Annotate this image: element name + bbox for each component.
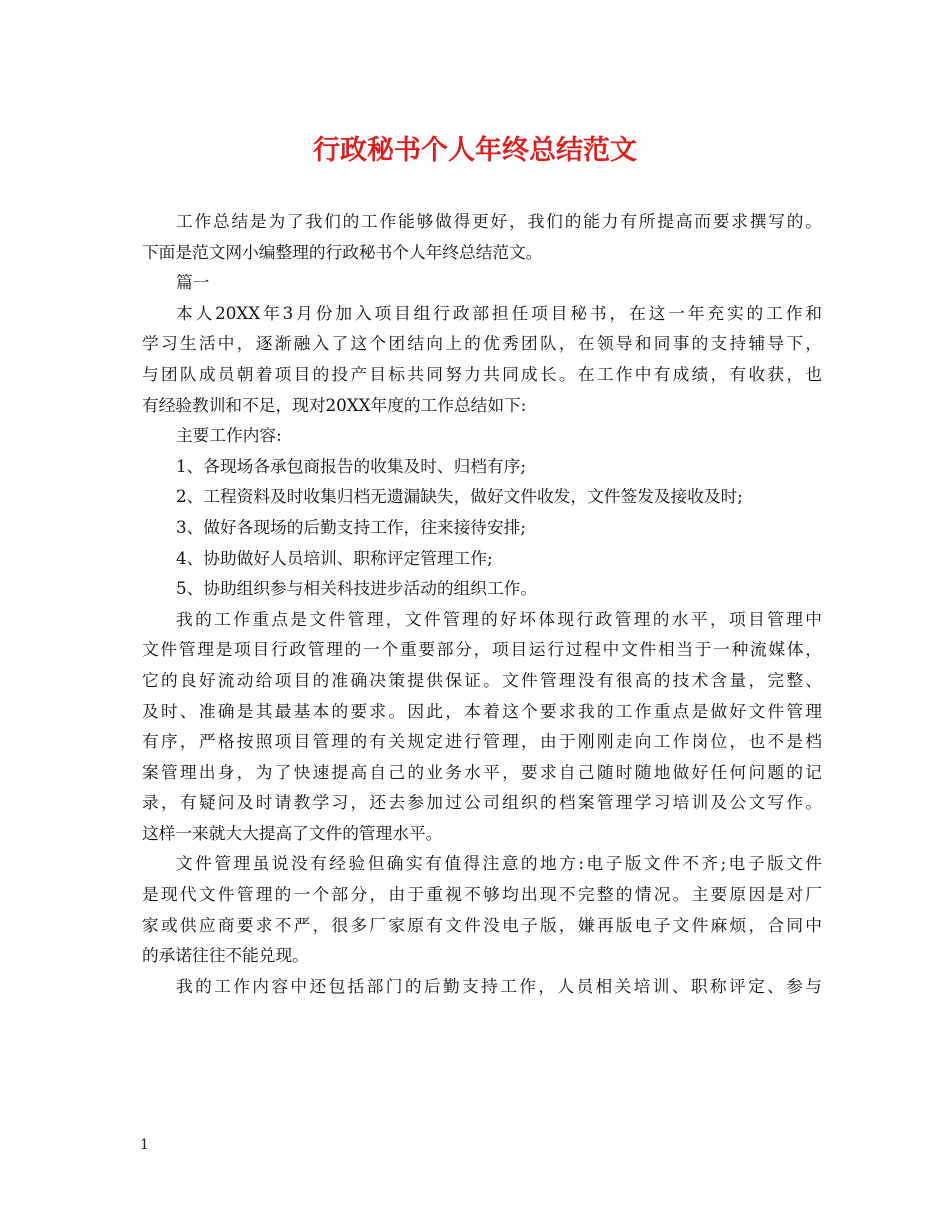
paragraph-line: 录，有疑问及时请教学习，还去参加过公司组织的档案管理学习培训及公文写作。 (142, 792, 822, 813)
page-number: 1 (140, 1137, 149, 1153)
paragraph-line: 这样一来就大大提高了文件的管理水平。 (142, 822, 443, 843)
paragraph-line: 的承诺往往不能兑现。 (142, 945, 309, 966)
paragraph-line: 是现代文件管理的一个部分，由于重视不够均出现不完整的情况。主要原因是对厂 (142, 884, 822, 905)
list-item: 1、各现场各承包商报告的收集及时、归档有序; (176, 455, 526, 476)
paragraph-line: 本人20XX年3月份加入项目组行政部担任项目秘书，在这一年充实的工作和 (176, 302, 822, 323)
document-title: 行政秘书个人年终总结范文 (313, 135, 637, 166)
paragraph-line: 工作总结是为了我们的工作能够做得更好，我们的能力有所提高而要求撰写的。 (176, 211, 822, 231)
paragraph-line: 及时、准确是其最基本的要求。因此，本着这个要求我的工作重点是做好文件管理 (142, 700, 822, 721)
list-item: 4、协助做好人员培训、职称评定管理工作; (176, 547, 493, 568)
paragraph-line: 家或供应商要求不严，很多厂家原有文件没电子版，嫌再版电子文件麻烦，合同中 (142, 914, 822, 935)
list-item: 3、做好各现场的后勤支持工作，往来接待安排; (176, 516, 526, 537)
list-item: 2、工程资料及时收集归档无遗漏缺失，做好文件收发，文件签发及接收及时; (176, 486, 743, 507)
paragraph-line: 我的工作内容中还包括部门的后勤支持工作，人员相关培训、职称评定、参与 (176, 975, 822, 996)
paragraph-line: 文件管理虽说没有经验但确实有值得注意的地方:电子版文件不齐;电子版文件 (176, 853, 822, 874)
paragraph-line: 案管理出身，为了快速提高自己的业务水平，要求自己随时随地做好任何问题的记 (142, 761, 822, 782)
document-body (142, 206, 822, 1001)
paragraph-line: 我的工作重点是文件管理，文件管理的好坏体现行政管理的水平，项目管理中 (176, 608, 822, 629)
paragraph-line: 下面是范文网小编整理的行政秘书个人年终总结范文。 (142, 241, 543, 262)
paragraph-line: 有序，严格按照项目管理的有关规定进行管理，由于刚刚走向工作岗位，也不是档 (142, 731, 822, 752)
paragraph-line: 它的良好流动给项目的准确决策提供保证。文件管理没有很高的技术含量，完整、 (142, 669, 822, 690)
paragraph-line: 文件管理是项目行政管理的一个重要部分，项目运行过程中文件相当于一种流媒体， (142, 639, 822, 660)
list-item: 5、协助组织参与相关科技进步活动的组织工作。 (176, 578, 538, 599)
paragraph-line: 与团队成员朝着项目的投产目标共同努力共同成长。在工作中有成绩，有收获，也 (142, 363, 822, 384)
list-heading: 主要工作内容: (176, 425, 282, 446)
paragraph-line: 有经验教训和不足，现对20XX年度的工作总结如下: (142, 394, 527, 415)
paragraph-line: 学习生活中，逐渐融入了这个团结向上的优秀团队，在领导和同事的支持辅导下， (142, 333, 822, 354)
section-heading: 篇一 (176, 272, 210, 293)
